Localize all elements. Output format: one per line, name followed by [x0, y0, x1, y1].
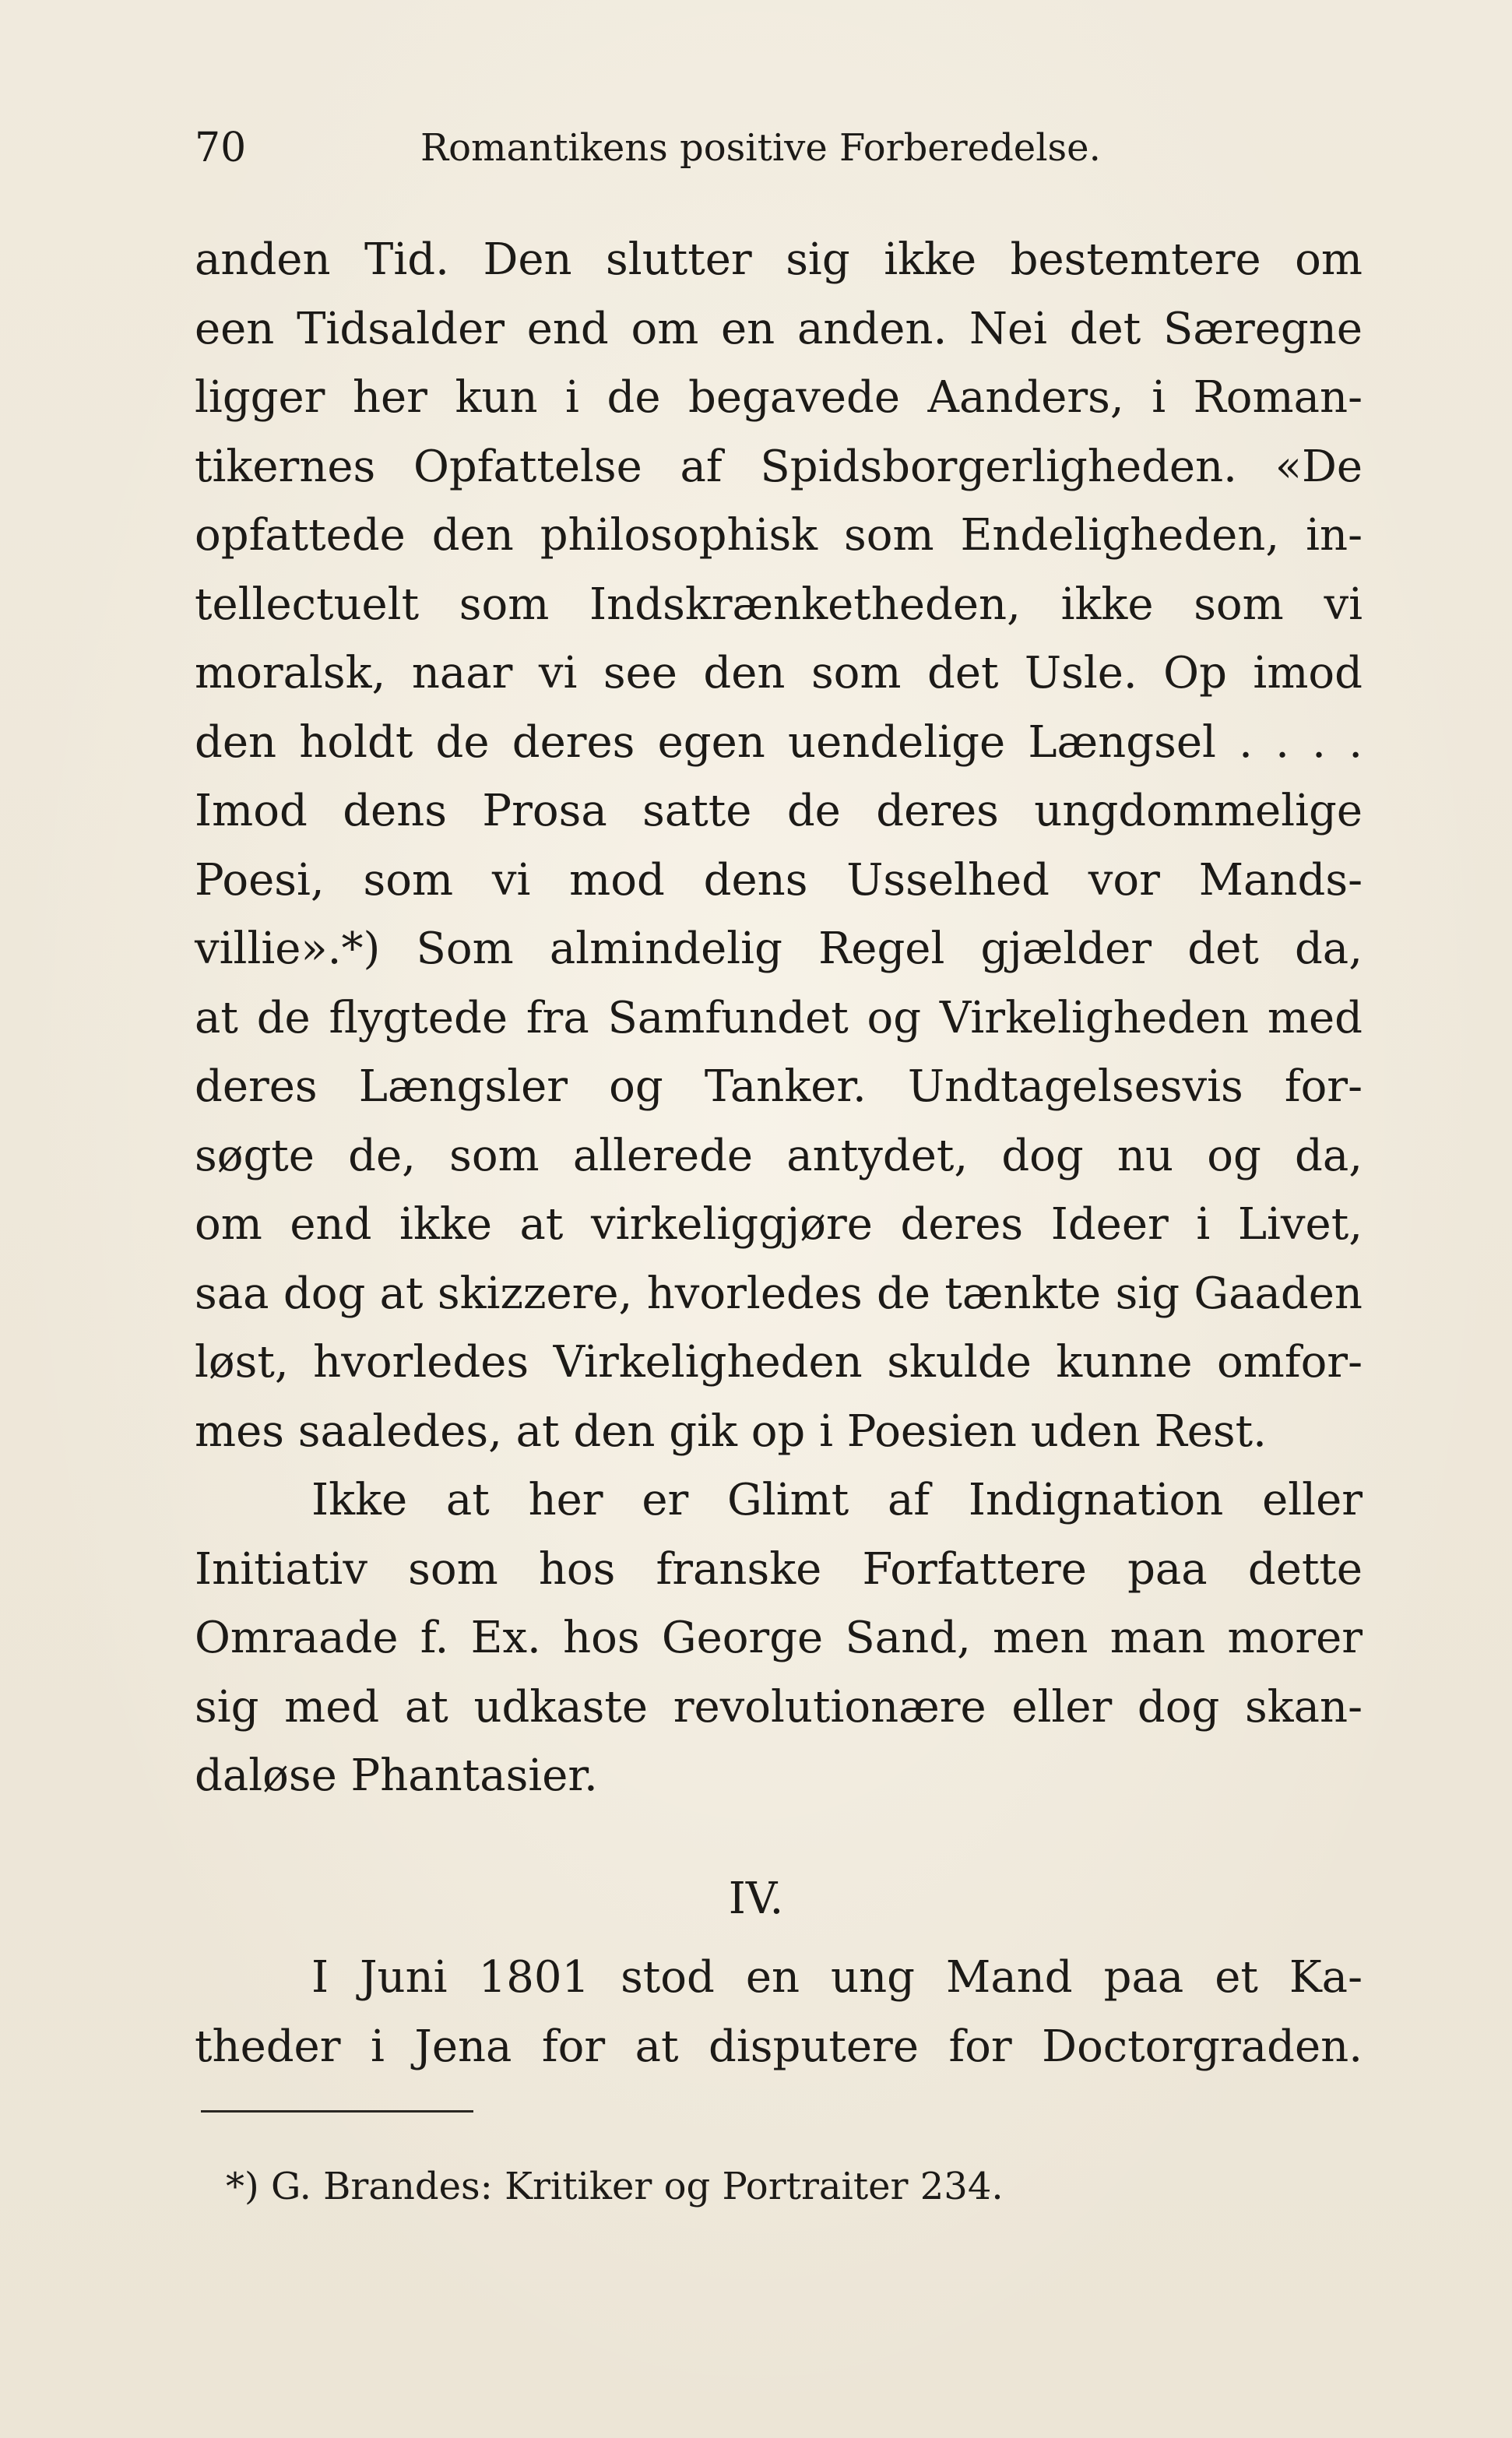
text-line: villie».*) Som almindelig Regel gjælder det da,: [195, 923, 1363, 974]
text-line: løst, hvorledes Virkeligheden skulde kunne omfor-: [195, 1337, 1363, 1388]
footnote: *) G. Brandes: Kritiker og Portraiter 234.: [226, 2165, 1004, 2208]
page-number: 70: [195, 125, 247, 171]
text-line: theder i Jena for at disputere for Doctorgraden.: [195, 2021, 1363, 2072]
text-line: saa dog at skizzere, hvorledes de tænkte sig Gaaden: [195, 1268, 1363, 1319]
text-line: deres Længsler og Tanker. Undtagelsesvis for-: [195, 1061, 1363, 1112]
text-line: den holdt de deres egen uendelige Længsel . . . .: [195, 716, 1363, 768]
text-line: tellectuelt som Indskrænketheden, ikke som vi: [195, 579, 1363, 630]
footnote-divider: [201, 2110, 473, 2113]
text-line: anden Tid. Den slutter sig ikke bestemtere om: [195, 234, 1363, 285]
paragraph-1: [195, 226, 1363, 1466]
text-line: daløse Phantasier.: [195, 1750, 598, 1801]
section-heading: IV.: [728, 1873, 784, 1924]
running-title: Romantikens positive Forberedelse.: [420, 126, 1101, 170]
text-line: at de flygtede fra Samfundet og Virkeligheden med: [195, 992, 1363, 1043]
page-header: [195, 117, 1363, 179]
text-line: I Juni 1801 stod en ung Mand paa et Ka-: [311, 1952, 1363, 2003]
text-line: Omraade f. Ex. hos George Sand, men man morer: [195, 1613, 1363, 1663]
text-line: mes saaledes, at den gik op i Poesien uden Rest.: [195, 1405, 1267, 1457]
text-line: een Tidsalder end om en anden. Nei det Særegne: [195, 303, 1363, 354]
text-line: moralsk, naar vi see den som det Usle. Op imod: [195, 648, 1363, 698]
paragraph-3: [195, 1944, 1363, 2081]
text-line: Ikke at her er Glimt af Indignation eller: [311, 1475, 1363, 1525]
text-line: tikernes Opfattelse af Spidsborgerligheden. «De: [195, 441, 1363, 492]
text-line: sig med at udkaste revolutionære eller dog skan-: [195, 1681, 1363, 1733]
text-line: Initiativ som hos franske Forfattere paa dette: [195, 1543, 1363, 1595]
main-text: [195, 226, 1363, 1811]
text-line: ligger her kun i de begavede Aanders, i Roman-: [195, 372, 1363, 423]
text-line: søgte de, som allerede antydet, dog nu og da,: [195, 1130, 1363, 1181]
text-line: opfattede den philosophisk som Endeligheden, in-: [195, 510, 1363, 561]
text-line: Poesi, som vi mod dens Usselhed vor Mands-: [195, 854, 1363, 906]
text-line: om end ikke at virkeliggjøre deres Ideer i Livet,: [195, 1199, 1363, 1250]
paragraph-2: [195, 1466, 1363, 1811]
text-line: Imod dens Prosa satte de deres ungdommelige: [195, 786, 1363, 836]
